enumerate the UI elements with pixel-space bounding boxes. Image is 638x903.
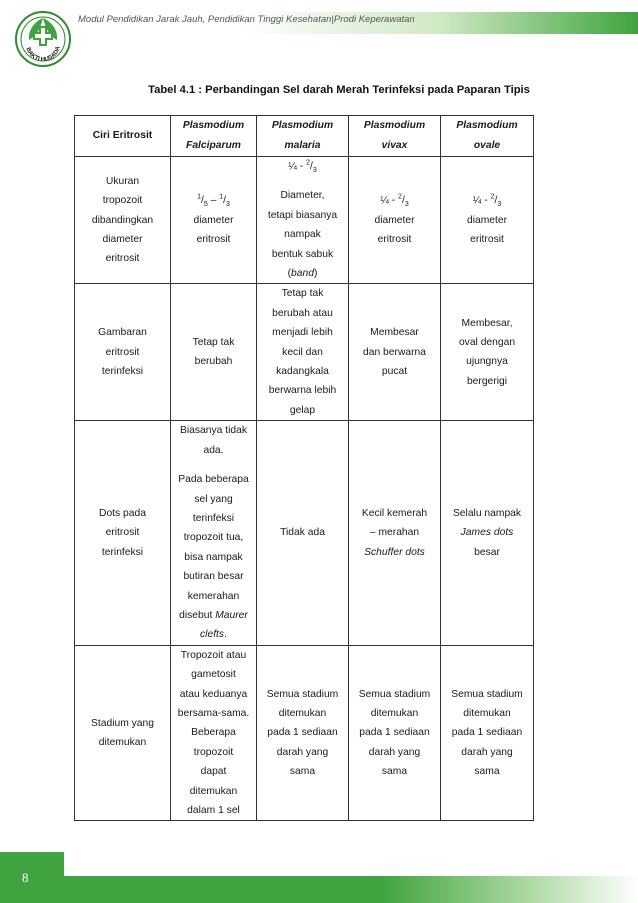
row-label-appearance: Gambaran eritrosit terinfeksi [75, 284, 171, 421]
cell-size-ovale: ¼ - $^2/_3$ diameter eritrosit [441, 157, 534, 284]
table-row-size [75, 157, 534, 284]
row-label-size: Ukuran tropozoit dibandingkan diameter eritrosit [75, 157, 171, 284]
footer-band [64, 876, 638, 903]
running-title: Modul Pendidikan Jarak Jauh, Pendidikan Tinggi Kesehatan [78, 14, 332, 25]
row-label-dots: Dots pada eritrosit terinfeksi [75, 421, 171, 645]
col-header-malariae: Plasmodium malaria [257, 116, 349, 157]
table-header-row [75, 116, 534, 157]
cell-stages-vivax: Semua stadium ditemukan pada 1 sediaan darah yang sama [349, 645, 441, 821]
page-number: 8 [22, 870, 29, 885]
cell-dots-vivax: Kecil kemerah – merahan Schuffer dots [349, 421, 441, 645]
svg-text:BAKTI HUSADA: BAKTI HUSADA [24, 45, 62, 64]
cell-dots-malariae: Tidak ada [257, 421, 349, 645]
cell-stages-malariae: Semua stadium ditemukan pada 1 sediaan darah yang sama [257, 645, 349, 821]
col-header-ovale: Plasmodium ovale [441, 116, 534, 157]
cell-stages-falciparum: Tropozoit atau gametosit atau keduanya bersama-sama. Beberapa tropozoit dapat ditemukan dalam 1 sel [171, 645, 257, 821]
header-separator: | [331, 14, 334, 25]
cell-appearance-falciparum: Tetap tak berubah [171, 284, 257, 421]
cell-dots-ovale: Selalu nampak James dots besar [441, 421, 534, 645]
table-row-dots [75, 421, 534, 645]
table-row-appearance [75, 284, 534, 421]
cell-dots-falciparum: Biasanya tidak ada. Pada beberapa sel yang terinfeksi tropozoit tua, bisa nampak butiran besar kemerahan disebut Maurer clefts. [171, 421, 257, 645]
table-title: Tabel 4.1 : Perbandingan Sel darah Merah Terinfeksi pada Paparan Tipis [148, 84, 530, 96]
row-label-stages: Stadium yang ditemukan [75, 645, 171, 821]
comparison-table [74, 115, 534, 821]
cell-stages-ovale: Semua stadium ditemukan pada 1 sediaan darah yang sama [441, 645, 534, 821]
bakti-husada-logo [14, 10, 72, 68]
cell-size-malariae: ¼ - $^2/_3$ Diameter, tetapi biasanya nampak bentuk sabuk (band) [257, 157, 349, 284]
table-row-stages [75, 645, 534, 821]
page-number-box [0, 852, 64, 903]
cell-appearance-malariae: Tetap tak berubah atau menjadi lebih kecil dan kadangkala berwarna lebih gelap [257, 284, 349, 421]
cell-appearance-vivax: Membesar dan berwarna pucat [349, 284, 441, 421]
program-name: Prodi Keperawatan [333, 14, 415, 25]
cell-size-vivax: ¼ - $^2/_3$ diameter eritrosit [349, 157, 441, 284]
col-header-vivax: Plasmodium vivax [349, 116, 441, 157]
col-header-feature: Ciri Eritrosit [75, 116, 171, 157]
cell-appearance-ovale: Membesar, oval dengan ujungnya bergerigi [441, 284, 534, 421]
cell-size-falciparum: $^1/_5 - ^1/_3$ diameter eritrosit [171, 157, 257, 284]
running-header [78, 14, 415, 25]
col-header-falciparum: Plasmodium Falciparum [171, 116, 257, 157]
